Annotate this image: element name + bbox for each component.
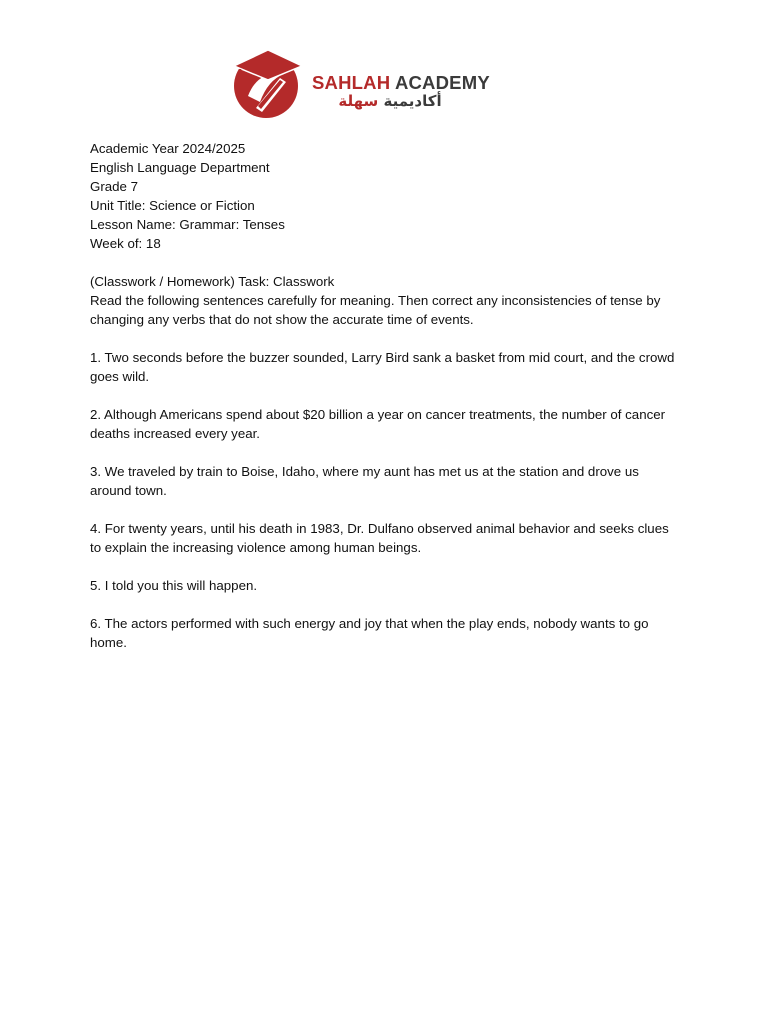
spacer <box>90 329 680 348</box>
unit-title: Unit Title: Science or Fiction <box>90 198 255 213</box>
sahlah-academy-logo <box>228 44 488 124</box>
spacer <box>90 500 680 519</box>
department: English Language Department <box>90 160 270 175</box>
sentence-5: 5. I told you this will happen. <box>90 578 258 593</box>
logo-wordmark-arabic <box>312 92 468 110</box>
sentence-6: 6. The actors performed with such energy and joy that when the play ends, nobody wants to go home. <box>90 616 649 650</box>
logo-word-sahlah: SAHLAH <box>312 72 391 93</box>
sentence-3: 3. We traveled by train to Boise, Idaho, where my aunt has met us at the station and drove us around town. <box>90 464 639 498</box>
sentence-4: 4. For twenty years, until his death in 1983, Dr. Dulfano observed animal behavior and seeks clues to explain the increasing violence among human beings. <box>90 521 669 555</box>
spacer <box>90 386 680 405</box>
grade: Grade 7 <box>90 179 139 194</box>
sentence-1: 1. Two seconds before the buzzer sounded, Larry Bird sank a basket from mid court, and the crowd goes wild. <box>90 350 675 384</box>
week-of: Week of: 18 <box>90 236 161 251</box>
worksheet-body <box>90 139 680 652</box>
task-type: (Classwork / Homework) Task: Classwork <box>90 274 335 289</box>
logo-word-academy: ACADEMY <box>394 72 490 93</box>
spacer <box>90 595 680 614</box>
spacer <box>90 443 680 462</box>
logo-word-akadimiya: أكاديمية <box>383 92 442 110</box>
academic-year: Academic Year 2024/2025 <box>90 141 246 156</box>
sentence-2: 2. Although Americans spend about $20 billion a year on cancer treatments, the number of cancer deaths increased every year. <box>90 407 666 441</box>
task-instructions: Read the following sentences carefully for meaning. Then correct any inconsistencies of tense by changing any verbs that do not show the accurate time of events. <box>90 293 661 327</box>
logo-wordmark-english <box>312 72 490 94</box>
logo-word-sahla: سهلة <box>338 92 379 110</box>
graduation-cap-pen-icon <box>228 44 304 120</box>
spacer <box>90 557 680 576</box>
spacer <box>90 253 680 272</box>
lesson-name: Lesson Name: Grammar: Tenses <box>90 217 285 232</box>
